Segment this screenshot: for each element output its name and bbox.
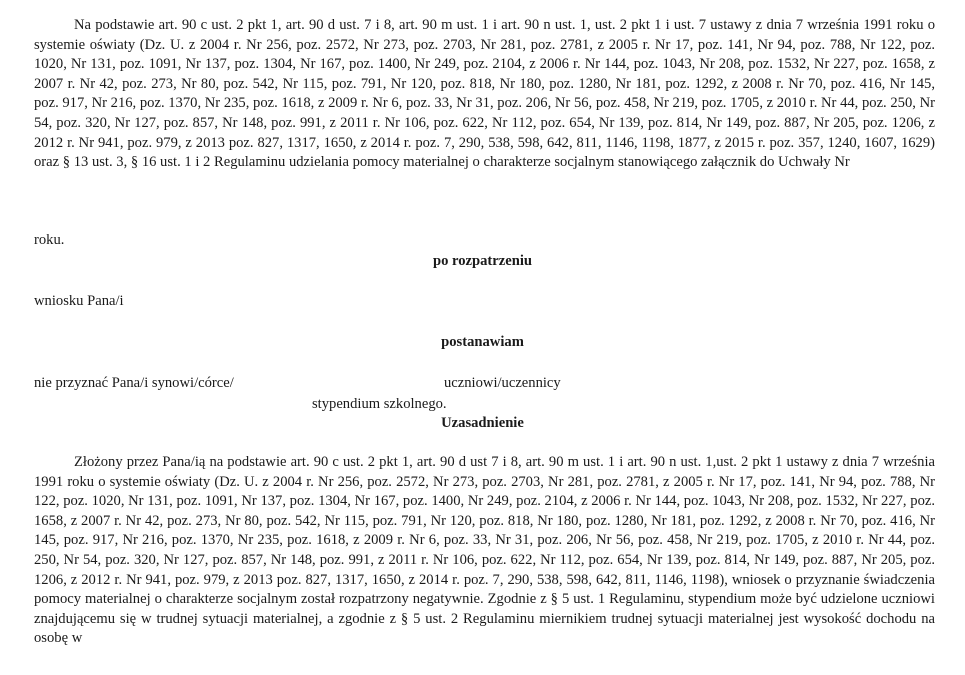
scholarship-line: stypendium szkolnego.	[312, 396, 447, 412]
legal-basis-paragraph	[34, 16, 935, 173]
justification-paragraph	[34, 453, 935, 649]
decision-line-student: uczniowi/uczennicy	[444, 375, 561, 391]
decision-heading: postanawiam	[441, 334, 524, 350]
after-review-heading: po rozpatrzeniu	[432, 253, 533, 269]
justification-text: Złożony przez Pana/ią na podstawie art. 90 c ust. 2 pkt 1, art. 90 d ust 7 i 8, art. 90 m ust. 1 i art. 90 n ust. 1,ust. 2 pkt 1 ustawy z dnia 7 września 1991 roku o systemie oświaty (Dz. U. z 2004 r. Nr 256, poz. 2572, Nr 273, poz. 2703, Nr 281, poz. 2781, z 2005 r. Nr 17, poz. 141, Nr 94, poz. 788, Nr 122, poz. 1020, Nr 131, poz. 1091, Nr 137, poz. 1304, Nr 167, poz. 1400, Nr 249, poz. 2104, z 2006 r. Nr 144, poz. 1043, Nr 208, poz. 1532, Nr 227, poz. 1658, z 2007 r. Nr 42, poz. 273, Nr 80, poz. 542, Nr 115, poz. 791, Nr 120, poz. 818, Nr 180, poz. 1280, Nr 181, poz. 1292, z 2008 r. Nr 70, poz. 416, Nr 145, poz. 917, Nr 216, poz. 1370, Nr 235, poz. 1618, z 2009 r. Nr 6, poz. 33, Nr 31, poz. 206, Nr 56, poz. 458, Nr 219, poz. 1705, z 2010 r. Nr 44, poz. 250, Nr 54, poz. 320, Nr 127, poz. 857, Nr 148, poz. 991, z 2011 r. Nr 106, poz. 622, Nr 112, poz. 654, Nr 139, poz. 814, Nr 149, poz. 887, Nr 205, poz. 1206, z 2012 r. Nr 941, poz. 979, z 2013 poz. 827, 1317, 1650, z 2014 r. poz. 7, 290, 538, 598, 642, 811, 1146, 1198), wniosek o przyznanie świadczenia pomocy materialnej o charakterze socjalnym został rozpatrzony negatywnie. Zgodnie z § 5 ust. 1 Regulaminu, stypendium może być udzielone uczniowi znajdującemu się w trudnej sytuacji materialnej, a zgodnie z § 5 ust. 2 Regulaminu miernikiem trudnej sytuacji materialnej jest wysokość dochodu na osobę w	[34, 454, 935, 647]
roku-line: roku.	[34, 232, 65, 248]
justification-heading: Uzasadnienie	[441, 415, 524, 431]
decision-line-start: nie przyznać Pana/i synowi/córce/	[34, 375, 234, 391]
legal-basis-text: Na podstawie art. 90 c ust. 2 pkt 1, art. 90 d ust. 7 i 8, art. 90 m ust. 1 i art. 90 n ust. 1, ust. 2 pkt 1 i ust. 7 ustawy z dnia 7 września 1991 roku o systemie oświaty (Dz. U. z 2004 r. Nr 256, poz. 2572, Nr 273, poz. 2703, Nr 281, poz. 2781, z 2005 r. Nr 17, poz. 141, Nr 94, poz. 788, Nr 122, poz. 1020, Nr 131, poz. 1091, Nr 137, poz. 1304, Nr 167, poz. 1400, Nr 249, poz. 2104, z 2006 r. Nr 144, poz. 1043, Nr 208, poz. 1532, Nr 227, poz. 1658, z 2007 r. Nr 42, poz. 273, Nr 80, poz. 542, Nr 115, poz. 791, Nr 120, poz. 818, Nr 180, poz. 1280, Nr 181, poz. 1292, z 2008 r. Nr 70, poz. 416, Nr 145, poz. 917, Nr 216, poz. 1370, Nr 235, poz. 1618, z 2009 r. Nr 6, poz. 33, Nr 31, poz. 206, Nr 56, poz. 458, Nr 219, poz. 1705, z 2010 r. Nr 44, poz. 250, Nr 54, poz. 320, Nr 127, poz. 857, Nr 148, poz. 991, z 2011 r. Nr 106, poz. 622, Nr 112, poz. 654, Nr 139, poz. 814, Nr 149, poz. 887, Nr 205, poz. 1206, z 2012 r. Nr 941, poz. 979, z 2013 poz. 827, 1317, 1650, z 2014 r. poz. 7, 290, 538, 598, 642, 811, 1146, 1198, 1877, z 2015 r. poz. 357, 1240, 1607, 1629) oraz § 13 ust. 3, § 16 ust. 1 i 2 Regulaminu udzielania pomocy materialnej o charakterze socjalnym stanowiącego załącznik do Uchwały Nr	[34, 17, 935, 171]
application-line: wniosku Pana/i	[34, 293, 124, 309]
